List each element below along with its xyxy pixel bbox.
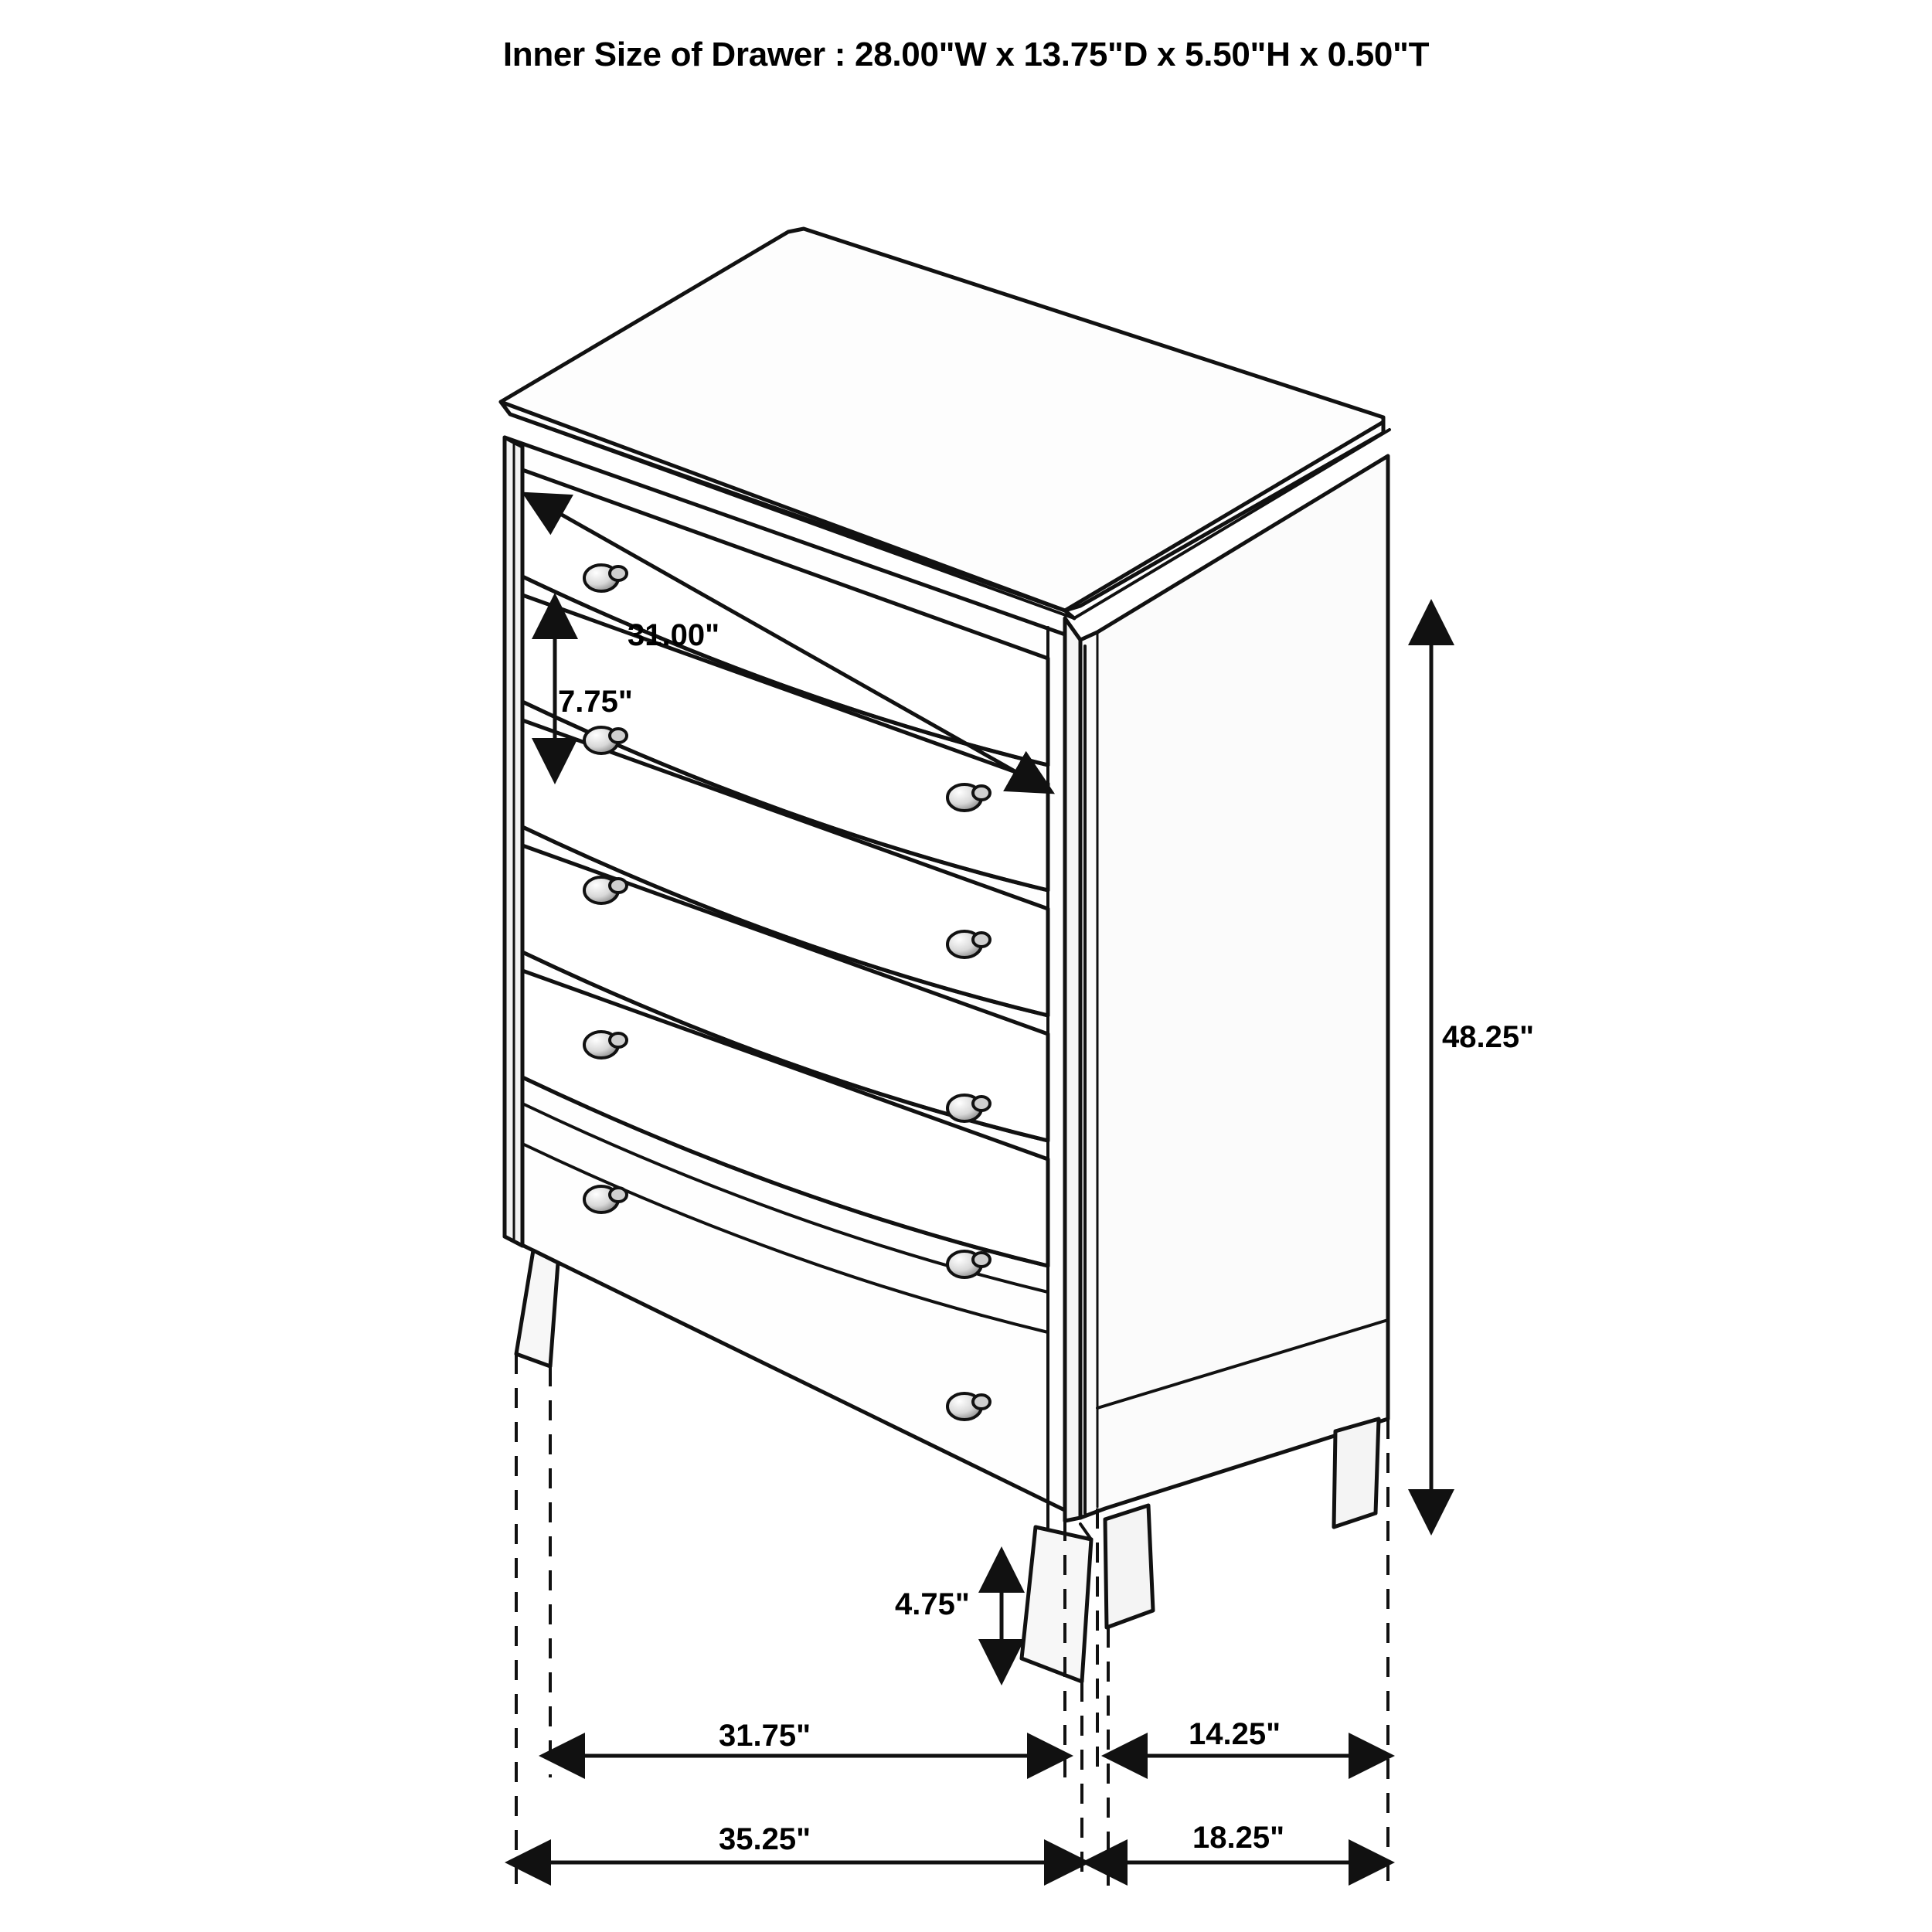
page-title: Inner Size of Drawer : 28.00"W x 13.75"D x 5.50"H x 0.50"T: [502, 36, 1430, 73]
dim-label-front-width-outer: 35.25": [719, 1822, 811, 1856]
dim-label-front-width-inner: 31.75": [719, 1719, 811, 1753]
chest-side-body: [1080, 456, 1388, 1518]
leg-front-left: [516, 1250, 558, 1366]
leg-back-left: [1334, 1419, 1379, 1527]
dim-label-side-depth-outer: 18.25": [1192, 1821, 1285, 1855]
leg-back-right: [1105, 1505, 1153, 1628]
chest-left-stile: [505, 437, 522, 1246]
dim-label-drawer-width: 31.00": [628, 618, 720, 652]
leg-front-right: [1022, 1524, 1091, 1682]
dim-label-drawer-height: 7.75": [558, 685, 633, 719]
dim-label-leg-height: 4.75": [895, 1587, 970, 1621]
dim-label-total-height: 48.25": [1442, 1020, 1535, 1054]
dim-label-side-depth-inner: 14.25": [1189, 1717, 1281, 1751]
